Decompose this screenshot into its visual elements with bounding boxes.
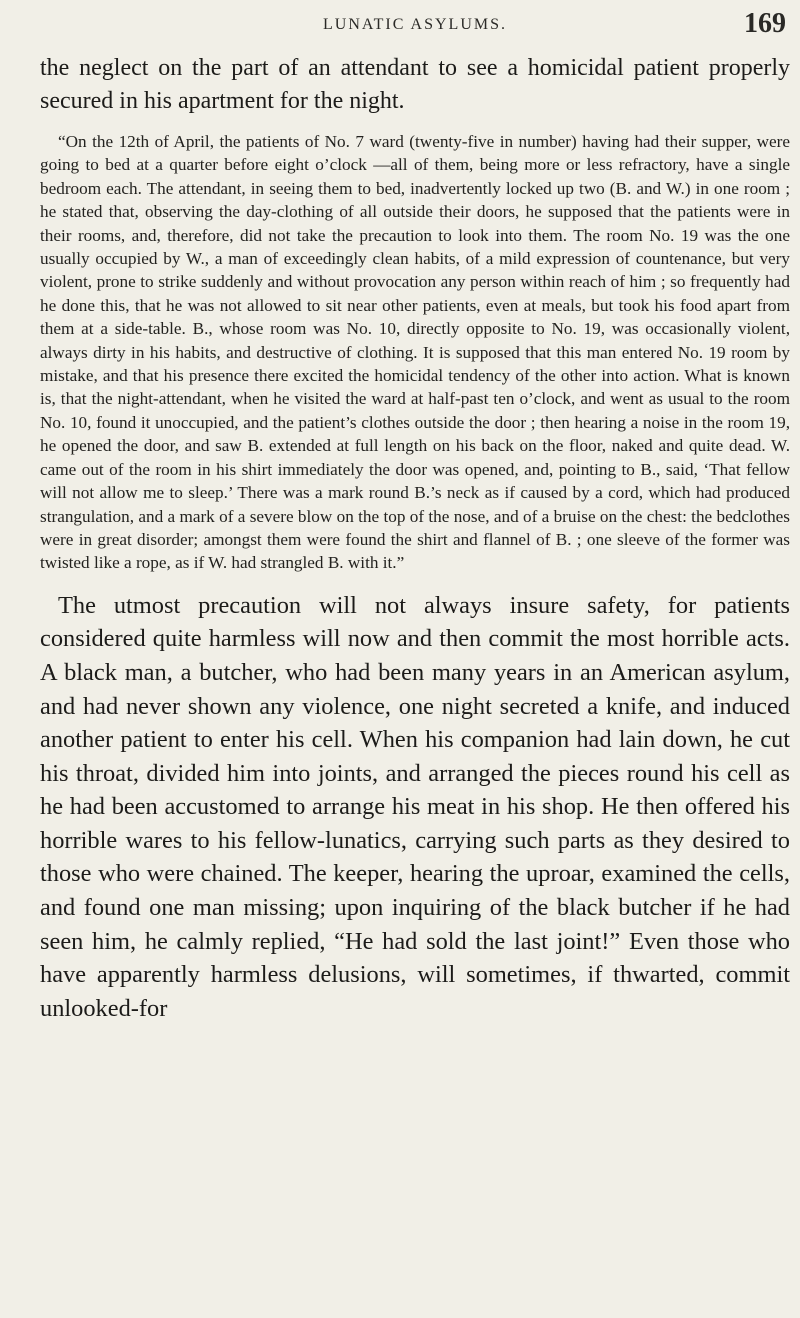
running-head <box>40 0 790 52</box>
page-number: 169 <box>744 8 786 39</box>
running-head-title: LUNATIC ASYLUMS. <box>322 16 507 33</box>
quoted-report-paragraph: “On the 12th of April, the patients of No. 7 ward (twenty-five in number) having had their supper, were going to bed at a quarter before eight o’clock —all of them, being more or less refractory, have a single bedroom each. The attendant, in seeing them to bed, inadvertently locked up two (B. and W.) in one room ; he stated that, observing the day-clothing of all outside their doors, he supposed that the patients were in their rooms, and, therefore, did not take the precaution to look into them. The room No. 19 was the one usually occupied by W., a man of exceedingly clean habits, of a mild expression of countenance, but very violent, prone to strike suddenly and without provocation any person within reach of him ; so frequently had he done this, that he was not allowed to sit near other patients, even at meals, but took his food apart from them at a side-table. B., whose room was No. 10, directly opposite to No. 19, was occasionally violent, always dirty in his habits, and destructive of clothing. It is supposed that this man entered No. 19 room by mistake, and that his presence there excited the homicidal tendency of the other into action. What is known is, that the night-attendant, when he visited the ward at half-past ten o’clock, and went as usual to the room No. 10, found it unoccupied, and the patient’s clothes outside the door ; then hearing a noise in the room 19, he opened the door, and saw B. extended at full length on his back on the floor, naked and quite dead. W. came out of the room in his shirt immediately the door was opened, and, pointing to B., said, ‘That fellow will not allow me to sleep.’ There was a mark round B.’s neck as if caused by a cord, which had produced strangulation, and a mark of a severe blow on the top of the nose, and of a bruise on the chest: the bedclothes were in great disorder; amongst them were found the shirt and flannel of B. ; one sleeve of the former was twisted like a rope, as if W. had strangled B. with it.” <box>40 132 790 573</box>
main-paragraph: The utmost precaution will not always insure safety, for patients considered quite harmless will now and then commit the most horrible acts. A black man, a butcher, who had been many years in an American asylum, and had never shown any violence, one night secreted a knife, and induced another patient to enter his cell. When his companion had lain down, he cut his throat, divided him into joints, and arranged the pieces round his cell as he had been accustomed to arrange his meat in his shop. He then offered his horrible wares to his fellow-lunatics, carrying such parts as they desired to those who were chained. The keeper, hearing the uproar, examined the cells, and found one man missing; upon inquiring of the black butcher if he had seen him, he calmly replied, “He had sold the last joint!” Even those who have apparently harmless delusions, will sometimes, if thwarted, commit unlooked-for <box>40 591 790 1022</box>
book-page <box>40 0 790 1318</box>
lead-paragraph: the neglect on the part of an attendant to see a homicidal patient properly secured in his apartment for the night. <box>40 55 790 114</box>
